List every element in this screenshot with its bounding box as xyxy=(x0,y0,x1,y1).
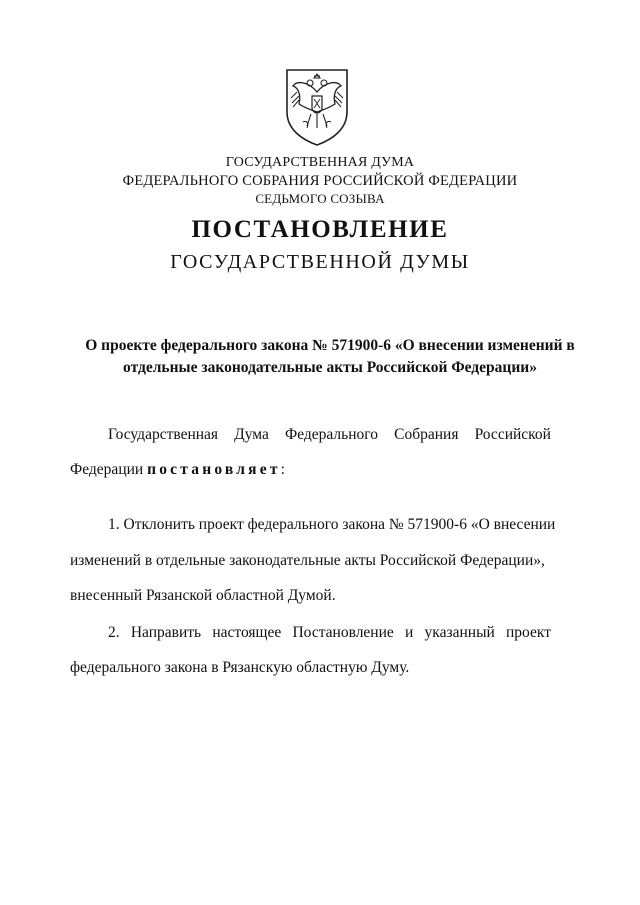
item-2-word: 2. xyxy=(108,624,120,641)
preamble-word: Российской xyxy=(474,426,551,443)
resolution-subject xyxy=(60,335,600,379)
organization-line-1: ГОСУДАРСТВЕННАЯ ДУМА xyxy=(225,155,415,170)
item-2-word: и xyxy=(405,624,414,641)
item-2-word: проект xyxy=(506,624,551,641)
item-2-line-1 xyxy=(70,623,551,643)
item-1-line-2: изменений в отдельные законодательные акты Российской Федерации», xyxy=(70,552,545,569)
subject-line-2: отдельные законодательные акты Российской Федерации» xyxy=(123,359,537,376)
document-title: ПОСТАНОВЛЕНИЕ xyxy=(191,216,449,243)
preamble-line-2 xyxy=(70,460,551,480)
preamble-word: Федерального xyxy=(284,426,379,443)
decree-word: постановляет xyxy=(147,461,281,478)
preamble-line-1 xyxy=(70,425,551,445)
decree-suffix: : xyxy=(280,461,285,478)
preamble-word: Дума xyxy=(234,426,269,443)
item-2-word: Направить xyxy=(130,624,202,641)
item-2-word: настоящее xyxy=(212,624,282,641)
preamble-word: Собрания xyxy=(394,426,459,443)
item-2-word: Постановление xyxy=(292,624,394,641)
coat-of-arms-emblem-icon xyxy=(281,66,353,148)
preamble-prefix: Федерации xyxy=(70,461,144,478)
document-subtitle: ГОСУДАРСТВЕННОЙ ДУМЫ xyxy=(170,251,470,273)
organization-line-2: ФЕДЕРАЛЬНОГО СОБРАНИЯ РОССИЙСКОЙ ФЕДЕРАЦИИ xyxy=(122,173,518,189)
subject-line-1: О проекте федерального закона № 571900-6 «О внесении изменений в xyxy=(85,337,575,354)
item-1-line-3: внесенный Рязанской областной Думой. xyxy=(70,587,336,604)
item-1-line-1: 1. Отклонить проект федерального закона № 571900-6 «О внесении xyxy=(108,516,556,533)
preamble-word: Государственная xyxy=(108,426,219,443)
item-2-line-2: федерального закона в Рязанскую областную Думу. xyxy=(70,659,410,676)
convocation-line: СЕДЬМОГО СОЗЫВА xyxy=(255,191,385,206)
item-2-word: указанный xyxy=(424,624,495,641)
